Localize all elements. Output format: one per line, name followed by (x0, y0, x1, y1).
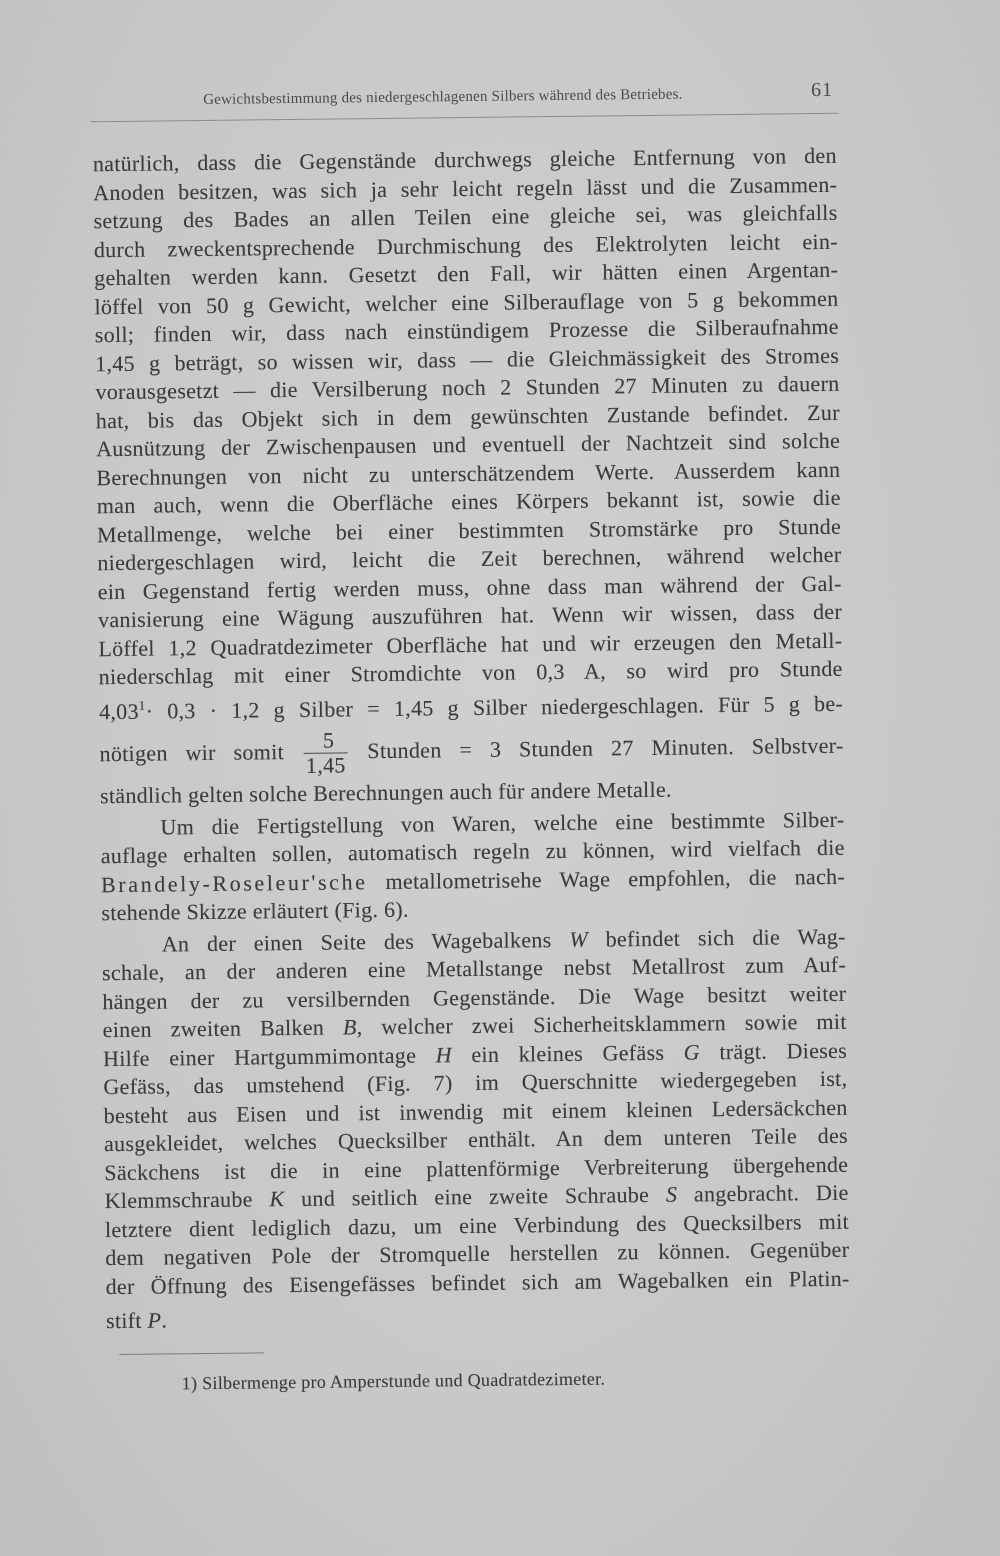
text-segment: 4,03 (98, 698, 139, 724)
text-line: niederschlag mit einer Stromdichte von 0,3 A, so wird pro Stunde (98, 655, 843, 690)
footnote-marker: 1) (181, 1373, 198, 1394)
text-segment: · 0,3 · 1,2 g Silber = 1,45 g Silber niedergeschlagen. Für 5 g be- (145, 690, 844, 724)
text-line: ausgekleidet, welches Quecksilber enthält. An dem unteren Teile des (103, 1122, 849, 1157)
text-line: natürlich, dass die Gegenstände durchwegs gleiche Entfernung von den (92, 142, 837, 177)
footnote (182, 1367, 606, 1396)
italic-symbol: G (683, 1038, 701, 1065)
text-segment: einen zweiten Balken (102, 1014, 344, 1043)
text-segment: Stunden = 3 Stunden 27 Minuten. Selbstver- (349, 732, 844, 764)
page-number: 61 (810, 78, 834, 102)
text-line: besteht aus Eisen und ist inwendig mit einem kleinen Ledersäckchen (103, 1094, 848, 1128)
text-line: der Öffnung des Eisengefässes befindet sich am Wagebalken ein Platin- (105, 1265, 850, 1299)
text-segment: An der einen Seite des Wagebalkens (161, 926, 570, 957)
text-segment: ein kleines Gefäss (451, 1039, 684, 1067)
text-line: durch zweckentsprechende Durchmischung des Elektrolyten leicht ein- (93, 228, 838, 262)
italic-symbol: B (342, 1014, 357, 1040)
text-line: hängen der zu versilbernden Gegenstände. Die Wage besitzt weiter (102, 980, 847, 1014)
body-text (93, 142, 850, 1336)
text-line: gehalten werden kann. Gesetzt den Fall, wir hätten einen Argentan- (94, 256, 839, 291)
text-segment: Hilfe einer Hartgummimontage (102, 1041, 436, 1071)
text-segment: befindet sich die Wag- (587, 923, 846, 952)
italic-symbol: P (147, 1307, 162, 1333)
fraction-denominator: 1,45 (305, 752, 346, 779)
spaced-name: Brandely-Roseleur'sche (100, 868, 368, 897)
text-segment: , welcher zwei Sicherheitsklammern sowie mit (356, 1008, 847, 1040)
text-line: Anoden besitzen, was sich ja sehr leicht regeln lässt und die Zusammen- (93, 171, 838, 205)
text-segment: und seitlich eine zweite Schraube (284, 1181, 667, 1212)
text-line: man auch, wenn die Oberfläche eines Körpers bekannt ist, sowie die (96, 484, 841, 519)
running-title: Gewichtsbestimmung des niedergeschlagenen Silbers während des Betriebes. (203, 86, 683, 108)
footnote-text: Silbermenge pro Amperstunde und Quadratdezimeter. (202, 1368, 606, 1394)
text-line: Säckchens ist die in eine plattenförmige Verbreiterung übergehende (104, 1151, 849, 1185)
italic-symbol: K (269, 1186, 285, 1212)
text-line: ein Gegenstand fertig werden muss, ohne dass man während der Gal- (97, 570, 842, 604)
header-rule (90, 113, 838, 122)
text-line: vanisierung eine Wägung auszuführen hat. Wenn wir wissen, dass der (97, 598, 843, 633)
text-line: Metallmenge, welche bei einer bestimmten Stromstärke pro Stunde (96, 513, 842, 547)
text-line: niedergeschlagen wird, leicht die Zeit berechnen, während welcher (97, 541, 842, 576)
text-line: dem negativen Pole der Stromquelle herstellen zu können. Gegenüber (105, 1236, 850, 1271)
paragraph (100, 805, 845, 927)
text-line: Um die Fertigstellung von Waren, welche eine bestimmte Silber- (160, 806, 845, 840)
text-segment: stift (105, 1307, 148, 1334)
text-line: Berechnungen von nicht zu unterschätzendem Werte. Ausserdem kann (96, 456, 841, 490)
italic-symbol: S (665, 1181, 678, 1207)
text-line: stehende Skizze erläutert (Fig. 6). (101, 896, 409, 926)
text-line: hat, bis das Objekt sich in dem gewünschten Zustande befindet. Zur (95, 399, 840, 433)
paragraph (102, 922, 851, 1335)
fraction (304, 729, 348, 778)
text-segment: angebracht. Die (677, 1179, 849, 1207)
text-line: auflage erhalten sollen, automatisch regeln zu können, wird vielfach die (100, 834, 845, 869)
text-line: vorausgesetzt — die Versilberung noch 2 Stunden 27 Minuten zu dauern (95, 370, 840, 405)
text-segment: trägt. Dieses (699, 1037, 848, 1064)
text-line: löffel von 50 g Gewicht, welcher eine Silberauflage von 5 g bekommen (94, 285, 839, 319)
text-line: ständlich gelten solche Berechnungen auch für andere Metalle. (99, 776, 672, 809)
fraction-numerator: 5 (304, 729, 348, 754)
text-line: setzung des Bades an allen Teilen eine gleiche sei, was gleichfalls (93, 199, 838, 234)
text-line: Gefäss, das umstehend (Fig. 7) im Querschnitte wiedergegeben ist, (103, 1065, 848, 1100)
text-segment: metallometrisehe Wage empfohlen, die nach- (367, 863, 846, 894)
italic-symbol: W (569, 926, 589, 952)
text-line (106, 1299, 850, 1336)
text-line: schale, an der anderen eine Metallstange nebst Metallrost zum Auf- (101, 951, 847, 986)
footnote-reference: 1 (138, 697, 146, 713)
text-segment: nötigen wir somit (99, 738, 302, 767)
italic-symbol: H (435, 1041, 453, 1067)
text-segment: Klemmschraube (104, 1186, 270, 1214)
text-line: letztere dient lediglich dazu, um eine Verbindung des Quecksilbers mit (104, 1208, 850, 1242)
text-line: 1,45 g beträgt, so wissen wir, dass — die Gleichmässigkeit des Stromes (95, 342, 840, 376)
text-segment: . (161, 1307, 168, 1333)
paragraph (93, 142, 844, 811)
text-line: Löffel 1,2 Quadratdezimeter Oberfläche hat und wir erzeugen den Metall- (98, 627, 843, 661)
text-line: Ausnützung der Zwischenpausen und eventuell der Nachtzeit sind solche (95, 427, 841, 462)
text-line: soll; finden wir, dass nach einstündigem Prozesse die Silberaufnahme (94, 313, 839, 348)
text-line (99, 718, 844, 782)
footnote-rule (119, 1352, 264, 1355)
